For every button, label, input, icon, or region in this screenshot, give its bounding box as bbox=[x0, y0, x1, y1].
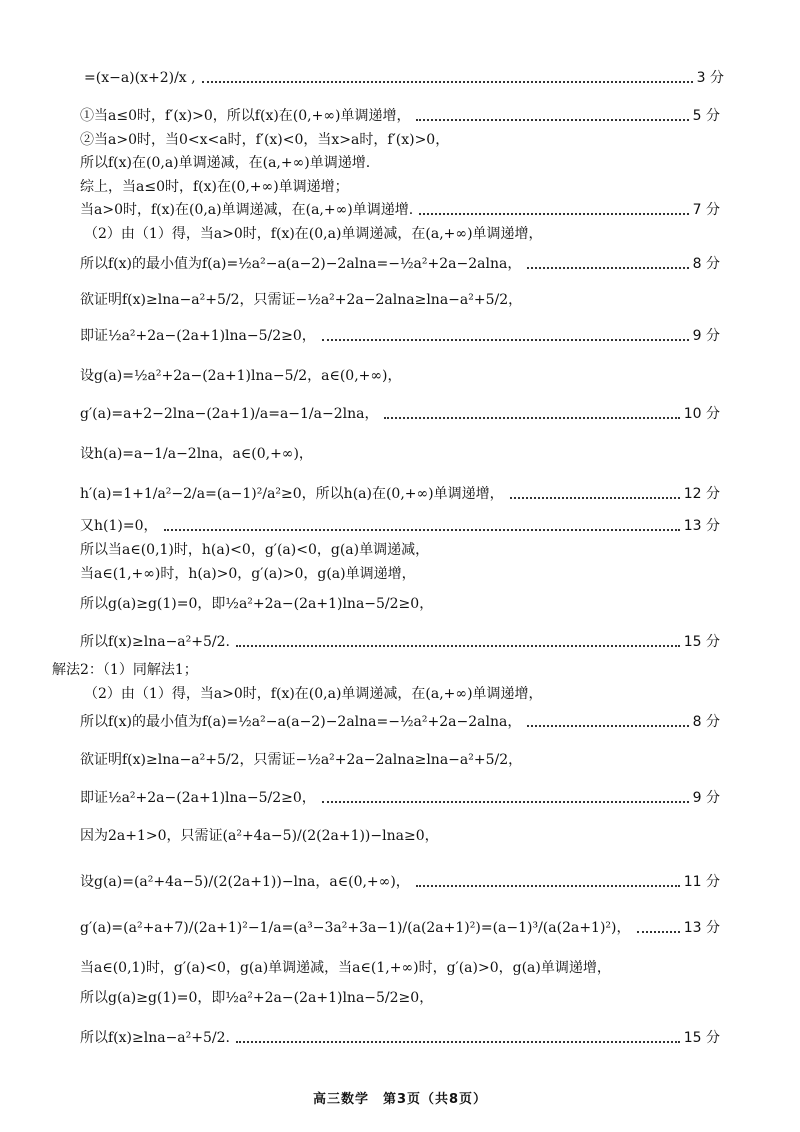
score-label: 7 分 bbox=[692, 202, 720, 218]
line-text: 所以当a∈(0,1)时，h(a)<0，g′(a)<0，g(a)单调递减， bbox=[80, 542, 430, 558]
score-label: 9 分 bbox=[692, 328, 720, 344]
leader-dots bbox=[416, 885, 680, 887]
score-label: 12 分 bbox=[683, 486, 720, 502]
line-text: 所以f(x)的最小值为f(a)=½a²−a(a−2)−2alna=−½a²+2a−2alna， bbox=[80, 714, 522, 730]
score-label: 15 分 bbox=[683, 634, 720, 650]
solution-line bbox=[80, 444, 720, 464]
solution-heading bbox=[52, 660, 692, 680]
solution-line bbox=[80, 958, 720, 978]
solution-line bbox=[80, 404, 720, 424]
line-text: 即证½a²+2a−(2a+1)lna−5/2≥0， bbox=[80, 790, 316, 806]
score-label: 5 分 bbox=[692, 108, 720, 124]
solution-line bbox=[80, 750, 720, 770]
solution-line bbox=[84, 224, 724, 244]
leader-dots bbox=[637, 931, 680, 933]
line-text: 解法2：（1）同解法1； bbox=[52, 662, 198, 678]
solution-line bbox=[80, 153, 720, 173]
leader-dots bbox=[416, 119, 688, 121]
solution-line bbox=[80, 366, 720, 386]
solution-line bbox=[80, 130, 720, 150]
line-text: 所以g(a)≥g(1)=0，即½a²+2a−(2a+1)lna−5/2≥0， bbox=[80, 596, 434, 612]
line-text: 设h(a)=a−1/a−2lna，a∈(0,+∞)， bbox=[80, 446, 313, 462]
line-text: h′(a)=1+1/a²−2/a=(a−1)²/a²≥0，所以h(a)在(0,+∞)单调递增， bbox=[80, 486, 504, 502]
solution-line bbox=[80, 106, 720, 126]
leader-dots bbox=[527, 267, 688, 269]
score-label: 13 分 bbox=[683, 518, 720, 534]
line-text: 当a∈(1,+∞)时，h(a)>0，g′(a)>0，g(a)单调递增， bbox=[80, 566, 416, 582]
page-footer: 高三数学 第3页（共8页） bbox=[312, 1092, 488, 1107]
line-text: 所以f(x)的最小值为f(a)=½a²−a(a−2)−2alna=−½a²+2a−2alna， bbox=[80, 256, 522, 272]
solution-line bbox=[84, 684, 724, 704]
leader-dots bbox=[419, 213, 688, 215]
line-text: 当a∈(0,1)时，g′(a)<0，g(a)单调递减，当a∈(1,+∞)时，g′(a)>0，g(a)单调递增， bbox=[80, 960, 611, 976]
score-label: 8 分 bbox=[692, 256, 720, 272]
line-text: （2）由（1）得，当a>0时，f(x)在(0,a)单调递减，在(a,+∞)单调递增， bbox=[84, 686, 543, 702]
score-label: 10 分 bbox=[683, 406, 720, 422]
line-text: 所以f(x)在(0,a)单调递减，在(a,+∞)单调递增. bbox=[80, 155, 371, 171]
solution-line bbox=[80, 177, 720, 197]
line-text: 即证½a²+2a−(2a+1)lna−5/2≥0， bbox=[80, 328, 316, 344]
line-text: 所以g(a)≥g(1)=0，即½a²+2a−(2a+1)lna−5/2≥0， bbox=[80, 990, 434, 1006]
solution-line bbox=[80, 872, 720, 892]
line-text: 又h(1)=0， bbox=[80, 518, 158, 534]
solution-line bbox=[80, 826, 720, 846]
solution-line bbox=[80, 632, 720, 652]
leader-dots bbox=[164, 529, 680, 531]
solution-line bbox=[80, 200, 720, 220]
line-text: g′(a)=(a²+a+7)/(2a+1)²−1/a=(a³−3a²+3a−1)/(a(2a+1)²)=(a−1)³/(a(2a+1)²)， bbox=[80, 920, 631, 936]
solution-line bbox=[80, 988, 720, 1008]
leader-dots bbox=[236, 645, 680, 647]
line-text: 当a>0时，f(x)在(0,a)单调递减，在(a,+∞)单调递增. bbox=[80, 202, 414, 218]
solution-line bbox=[80, 326, 720, 346]
line-text: 综上，当a≤0时，f(x)在(0,+∞)单调递增； bbox=[80, 179, 349, 195]
solution-line bbox=[80, 1028, 720, 1048]
leader-dots bbox=[322, 339, 689, 341]
solution-line bbox=[80, 540, 720, 560]
solution-line bbox=[80, 516, 720, 536]
solution-line bbox=[84, 68, 724, 88]
solution-line bbox=[80, 564, 720, 584]
score-label: 13 分 bbox=[683, 920, 720, 936]
line-text: （2）由（1）得，当a>0时，f(x)在(0,a)单调递减，在(a,+∞)单调递增， bbox=[84, 226, 543, 242]
line-text: 设g(a)=(a²+4a−5)/(2(2a+1))−lna，a∈(0,+∞)， bbox=[80, 874, 410, 890]
score-label: 8 分 bbox=[692, 714, 720, 730]
line-text: 所以f(x)≥lna−a²+5/2. bbox=[80, 1030, 230, 1046]
leader-dots bbox=[527, 725, 688, 727]
solution-line bbox=[80, 254, 720, 274]
line-text: 欲证明f(x)≥lna−a²+5/2，只需证−½a²+2a−2alna≥lna−a²+5/2， bbox=[80, 752, 523, 768]
solution-line bbox=[80, 712, 720, 732]
leader-dots bbox=[322, 801, 689, 803]
score-label: 9 分 bbox=[692, 790, 720, 806]
score-label: 15 分 bbox=[683, 1030, 720, 1046]
line-text: =(x−a)(x+2)/x , bbox=[84, 70, 196, 86]
line-text: 设g(a)=½a²+2a−(2a+1)lna−5/2，a∈(0,+∞)， bbox=[80, 368, 402, 384]
line-text: g′(a)=a+2−2lna−(2a+1)/a=a−1/a−2lna， bbox=[80, 406, 379, 422]
line-text: ①当a≤0时，f′(x)>0，所以f(x)在(0,+∞)单调递增， bbox=[80, 108, 411, 124]
leader-dots bbox=[510, 497, 680, 499]
score-label: 11 分 bbox=[683, 874, 720, 890]
leader-dots bbox=[384, 417, 679, 419]
line-text: 因为2a+1>0，只需证(a²+4a−5)/(2(2a+1))−lna≥0， bbox=[80, 828, 439, 844]
solution-line bbox=[80, 484, 720, 504]
solution-line bbox=[80, 918, 720, 938]
line-text: 欲证明f(x)≥lna−a²+5/2，只需证−½a²+2a−2alna≥lna−a²+5/2， bbox=[80, 292, 523, 308]
score-label: 3 分 bbox=[696, 70, 724, 86]
leader-dots bbox=[236, 1041, 680, 1043]
line-text: 所以f(x)≥lna−a²+5/2. bbox=[80, 634, 230, 650]
leader-dots bbox=[202, 81, 693, 83]
solution-line bbox=[80, 594, 720, 614]
solution-line bbox=[80, 788, 720, 808]
solution-line bbox=[80, 290, 720, 310]
line-text: ②当a>0时，当0<x<a时，f′(x)<0，当x>a时，f′(x)>0， bbox=[80, 132, 450, 148]
